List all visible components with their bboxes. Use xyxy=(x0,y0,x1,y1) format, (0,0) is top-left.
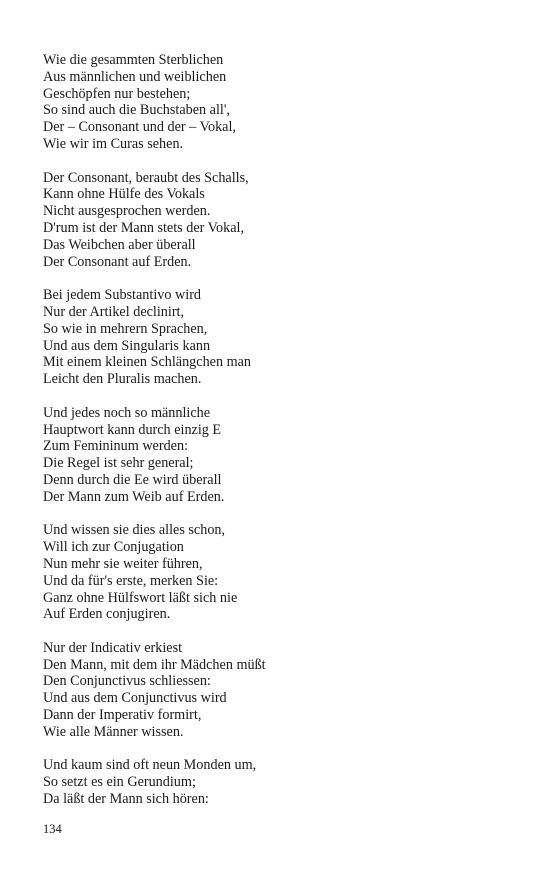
poem-line: Und da für's erste, merken Sie: xyxy=(43,572,219,589)
stanza xyxy=(43,757,523,807)
poem-line: Und kaum sind oft neun Monden um, xyxy=(43,757,257,774)
poem-line: Auf Erden conjugiren. xyxy=(43,606,171,623)
poem-line: Denn durch die Ee wird überall xyxy=(43,471,222,488)
poem-line: Leicht den Pluralis machen. xyxy=(43,371,202,388)
poem-line: Der – Consonant und der – Vokal, xyxy=(43,119,236,136)
poem-line: Nicht ausgesprochen werden. xyxy=(43,203,211,220)
stanza xyxy=(43,640,523,741)
poem-line: Zum Femininum werden: xyxy=(43,438,189,455)
poem-line: Mit einem kleinen Schlängchen man xyxy=(43,354,252,371)
poem-line: Und aus dem Singularis kann xyxy=(43,337,211,354)
poem-line: Die Regel ist sehr general; xyxy=(43,455,194,472)
poem-line: Nur der Indicativ erkiest xyxy=(43,639,183,656)
poem-line: Da läßt der Mann sich hören: xyxy=(43,791,209,808)
poem-line: Nun mehr sie weiter führen, xyxy=(43,555,203,572)
poem-line: So sind auch die Buchstaben all', xyxy=(43,102,230,119)
poem-line: Den Mann, mit dem ihr Mädchen müßt xyxy=(43,656,266,673)
stanza xyxy=(43,52,523,153)
stanza xyxy=(43,170,523,271)
poem-line: Und aus dem Conjunctivus wird xyxy=(43,690,227,707)
poem-line: Wie die gesammten Sterblichen xyxy=(43,52,224,68)
poem-line: D'rum ist der Mann stets der Vokal, xyxy=(43,219,245,236)
poem-line: So wie in mehrern Sprachen, xyxy=(43,320,208,337)
poem-line: Und wissen sie dies alles schon, xyxy=(43,522,226,539)
poem-line: Und jedes noch so männliche xyxy=(43,404,211,421)
stanza xyxy=(43,522,523,623)
poem-line: Geschöpfen nur bestehen; xyxy=(43,85,191,102)
poem-line: Wie alle Männer wissen. xyxy=(43,723,184,740)
poem-line: Nur der Artikel declinirt, xyxy=(43,303,185,320)
poem-line: Ganz ohne Hülfswort läßt sich nie xyxy=(43,589,238,606)
stanza xyxy=(43,405,523,506)
poem-line: Das Weibchen aber überall xyxy=(43,236,196,253)
poem-line: So setzt es ein Gerundium; xyxy=(43,774,196,791)
poem-line: Bei jedem Substantivo wird xyxy=(43,287,202,304)
page-number: 134 xyxy=(43,822,62,836)
stanza xyxy=(43,287,523,388)
poem-line: Der Consonant, beraubt des Schalls, xyxy=(43,169,249,186)
poem-line: Hauptwort kann durch einzig E xyxy=(43,421,222,438)
poem-line: Dann der Imperativ formirt, xyxy=(43,707,202,724)
poem-line: Der Consonant auf Erden. xyxy=(43,253,192,270)
poem-line: Der Mann zum Weib auf Erden. xyxy=(43,488,225,505)
poem-line: Kann ohne Hülfe des Vokals xyxy=(43,186,205,203)
poem-text xyxy=(43,52,523,808)
poem-line: Wie wir im Curas sehen. xyxy=(43,135,184,152)
poem-line: Aus männlichen und weiblichen xyxy=(43,68,227,85)
poem-line: Den Conjunctivus schliessen: xyxy=(43,673,211,690)
poem-line: Will ich zur Conjugation xyxy=(43,539,184,556)
